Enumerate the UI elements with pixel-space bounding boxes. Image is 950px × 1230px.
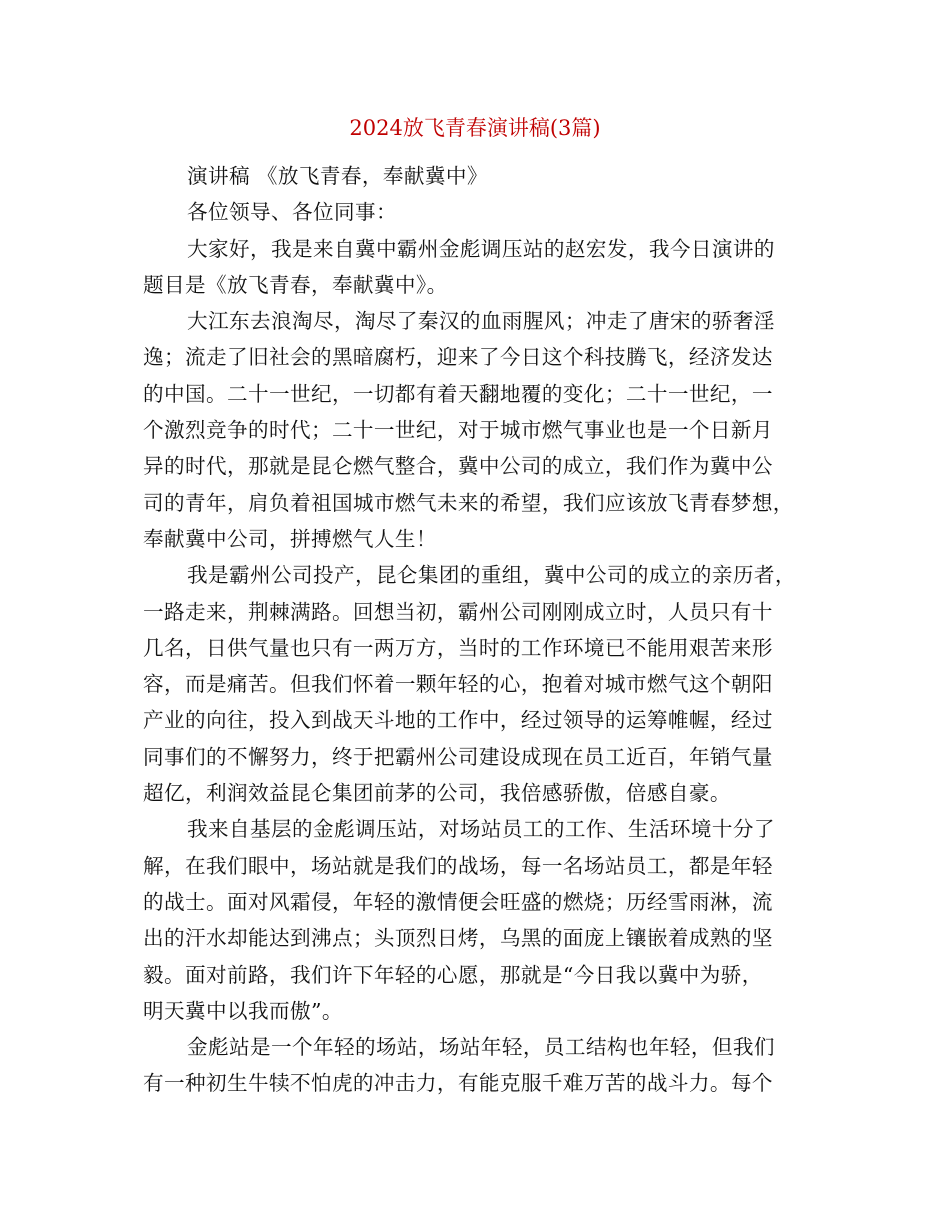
body-line: 演讲稿 《放飞青春，奉献冀中》 bbox=[187, 164, 488, 188]
body-line: 大江东去浪淘尽，淘尽了秦汉的血雨腥风；冲走了唐宋的骄奢淫 bbox=[187, 309, 775, 334]
body-line: 出的汗水却能达到沸点；头顶烈日烤，乌黑的面庞上镶嵌着成熟的坚 bbox=[143, 926, 773, 951]
body-line: 一路走来，荆棘满路。回想当初，霸州公司刚刚成立时，人员只有十 bbox=[143, 599, 773, 624]
body-line: 容，而是痛苦。但我们怀着一颗年轻的心，抱着对城市燃气这个朝阳 bbox=[143, 672, 773, 697]
body-line: 大家好，我是来自冀中霸州金彪调压站的赵宏发，我今日演讲的 bbox=[187, 236, 775, 261]
body-line: 产业的向往，投入到战天斗地的工作中，经过领导的运筹帷幄，经过 bbox=[143, 708, 773, 733]
body-line: 题目是《放飞青春，奉献冀中》。 bbox=[143, 272, 448, 297]
body-line: 我是霸州公司投产，昆仑集团的重组，冀中公司的成立的亲历者， bbox=[187, 563, 796, 588]
body-line: 奉献冀中公司，拼搏燃气人生！ bbox=[143, 526, 437, 551]
body-line: 同事们的不懈努力，终于把霸州公司建设成现在员工近百，年销气量 bbox=[143, 744, 773, 769]
body-line: 逸；流走了旧社会的黑暗腐朽，迎来了今日这个科技腾飞，经济发达 bbox=[143, 345, 773, 370]
body-line: 各位领导、各位同事： bbox=[187, 200, 397, 225]
body-line: 司的青年，肩负着祖国城市燃气未来的希望，我们应该放飞青春梦想， bbox=[143, 490, 794, 515]
body-line: 解，在我们眼中，场站就是我们的战场，每一名场站员工，都是年轻 bbox=[143, 853, 773, 878]
body-line: 金彪站是一个年轻的场站，场站年轻，员工结构也年轻，但我们 bbox=[187, 1035, 775, 1060]
body-line: 的中国。二十一世纪，一切都有着天翻地覆的变化；二十一世纪，一 bbox=[143, 381, 773, 406]
body-line: 毅。面对前路，我们许下年轻的心愿，那就是“今日我以冀中为骄， bbox=[143, 962, 763, 987]
body-line: 超亿，利润效益昆仑集团前茅的公司，我倍感骄傲，倍感自豪。 bbox=[143, 781, 731, 806]
document-title: 2024放飞青春演讲稿(3篇) bbox=[349, 116, 601, 140]
body-line: 我来自基层的金彪调压站，对场站员工的工作、生活环境十分了 bbox=[187, 817, 775, 842]
body-line: 有一种初生牛犊不怕虎的冲击力，有能克服千难万苦的战斗力。每个 bbox=[143, 1071, 773, 1096]
document-body bbox=[143, 158, 811, 1102]
body-line: 异的时代，那就是昆仑燃气整合，冀中公司的成立，我们作为冀中公 bbox=[143, 454, 773, 479]
body-line: 个激烈竞争的时代；二十一世纪，对于城市燃气事业也是一个日新月 bbox=[143, 418, 773, 443]
body-line: 几名，日供气量也只有一两万方，当时的工作环境已不能用艰苦来形 bbox=[143, 635, 773, 660]
body-line: 明天冀中以我而傲”。 bbox=[143, 998, 343, 1023]
body-line: 的战士。面对风霜侵，年轻的激情便会旺盛的燃烧；历经雪雨淋，流 bbox=[143, 889, 773, 914]
